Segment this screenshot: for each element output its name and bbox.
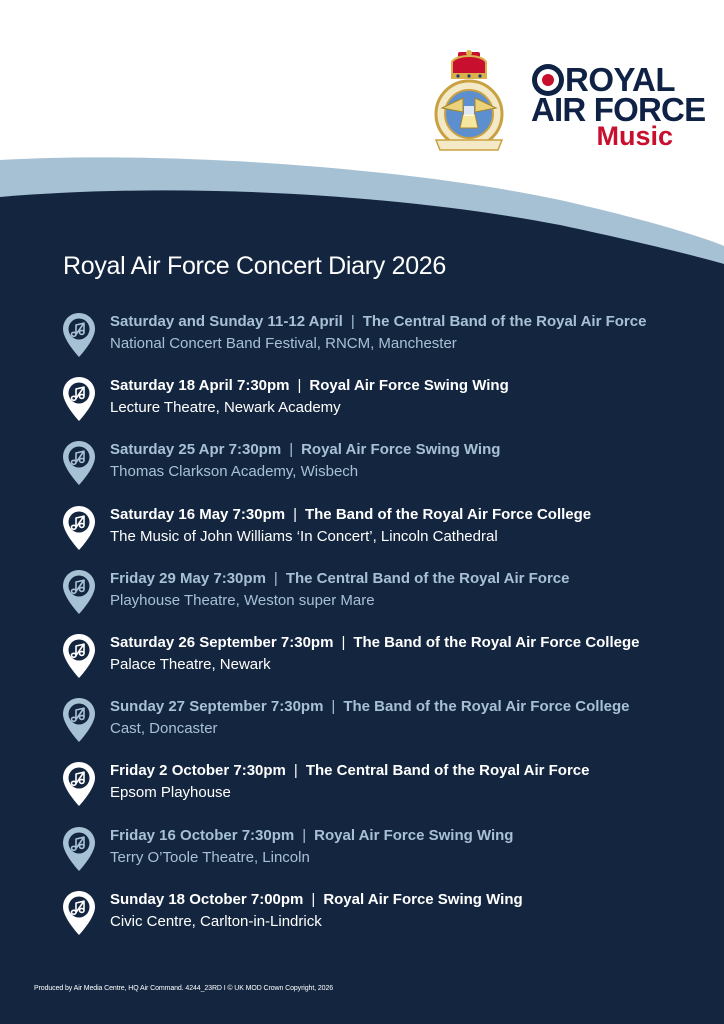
- event-band: The Band of the Royal Air Force College: [304, 505, 592, 523]
- event-separator: |: [293, 505, 297, 523]
- event-item: [62, 569, 702, 625]
- event-band: The Central Band of the Royal Air Force: [362, 313, 647, 330]
- event-venue: The Music of John Williams ‘In Concert’, Lincoln Cathedral: [110, 527, 498, 545]
- event-date: Friday 2 October 7:30pm: [110, 762, 286, 780]
- music-note-pin-icon: [62, 761, 96, 807]
- event-separator: |: [331, 698, 336, 716]
- event-date: Saturday 25 Apr 7:30pm: [110, 441, 282, 459]
- event-venue: Palace Theatre, Newark: [110, 656, 271, 673]
- event-date: Saturday 16 May 7:30pm: [110, 505, 286, 523]
- music-note-pin-icon: [62, 569, 96, 615]
- music-note-pin-icon: [62, 312, 96, 358]
- event-venue: Cast, Doncaster: [110, 720, 218, 738]
- event-date: Friday 29 May 7:30pm: [110, 569, 266, 587]
- event-separator: |: [350, 313, 355, 330]
- event-item: [62, 826, 702, 882]
- event-separator: |: [302, 826, 307, 844]
- event-band: Royal Air Force Swing Wing: [314, 826, 514, 844]
- event-title-line: [110, 633, 640, 653]
- event-item: [62, 890, 702, 946]
- event-date: Sunday 27 September 7:30pm: [110, 698, 324, 716]
- event-venue: National Concert Band Festival, RNCM, Manchester: [110, 335, 457, 352]
- event-title-line: [110, 761, 589, 781]
- event-venue: Epsom Playhouse: [110, 784, 231, 802]
- event-separator: |: [289, 441, 294, 459]
- event-separator: |: [293, 762, 298, 780]
- music-note-pin-icon: [62, 890, 96, 936]
- event-date: Sunday 18 October 7:00pm: [110, 890, 304, 908]
- event-band: The Band of the Royal Air Force College: [353, 634, 640, 651]
- music-note-pin-icon: [62, 633, 96, 679]
- event-title-line: [110, 826, 513, 846]
- event-item: [62, 376, 702, 432]
- event-item: [62, 697, 702, 753]
- music-note-pin-icon: [62, 440, 96, 486]
- event-date: Friday 16 October 7:30pm: [110, 826, 295, 844]
- event-date: Saturday 26 September 7:30pm: [110, 634, 334, 651]
- event-band: Royal Air Force Swing Wing: [301, 441, 501, 459]
- music-note-pin-icon: [62, 826, 96, 872]
- event-band: The Central Band of the Royal Air Force: [285, 569, 570, 587]
- event-separator: |: [273, 569, 278, 587]
- music-note-pin-icon: [62, 376, 96, 422]
- event-band: Royal Air Force Swing Wing: [309, 377, 509, 395]
- event-separator: |: [297, 377, 302, 395]
- event-venue: Playhouse Theatre, Weston super Mare: [110, 591, 375, 609]
- event-title-line: [110, 440, 500, 460]
- event-band: Royal Air Force Swing Wing: [323, 890, 523, 908]
- logo-air-force-text: AIR FORCE: [531, 91, 706, 128]
- page-title: Royal Air Force Concert Diary 2026: [63, 252, 447, 280]
- event-title-line: [110, 890, 523, 910]
- event-date: Saturday 18 April 7:30pm: [110, 377, 290, 395]
- event-item: [62, 633, 702, 689]
- event-separator: |: [341, 634, 346, 651]
- event-venue: Terry O’Toole Theatre, Lincoln: [110, 848, 310, 866]
- event-venue: Lecture Theatre, Newark Academy: [110, 399, 341, 417]
- event-separator: |: [311, 890, 316, 908]
- event-title-line: [110, 505, 591, 525]
- event-item: [62, 761, 702, 817]
- event-title-line: [110, 697, 629, 717]
- footer-credits: Produced by Air Media Centre, HQ Air Command. 4244_23RD I © UK MOD Crown Copyright, 2026: [34, 985, 334, 992]
- music-note-pin-icon: [62, 505, 96, 551]
- raf-music-crest-icon: [430, 50, 508, 154]
- event-venue: Civic Centre, Carlton-in-Lindrick: [110, 912, 322, 930]
- event-band: The Band of the Royal Air Force College: [343, 698, 630, 716]
- event-item: [62, 440, 702, 496]
- logo-royal-text: ROYAL: [565, 61, 675, 98]
- event-date: Saturday and Sunday 11-12 April: [110, 313, 343, 330]
- logo-music-text: Music: [596, 121, 673, 151]
- event-band: The Central Band of the Royal Air Force: [305, 762, 590, 780]
- raf-music-logo: [531, 60, 706, 152]
- event-venue: Thomas Clarkson Academy, Wisbech: [110, 463, 359, 481]
- music-note-pin-icon: [62, 697, 96, 743]
- event-item: [62, 505, 702, 561]
- event-title-line: [110, 376, 509, 396]
- event-title-line: [110, 312, 646, 332]
- event-title-line: [110, 569, 569, 589]
- event-item: [62, 312, 702, 368]
